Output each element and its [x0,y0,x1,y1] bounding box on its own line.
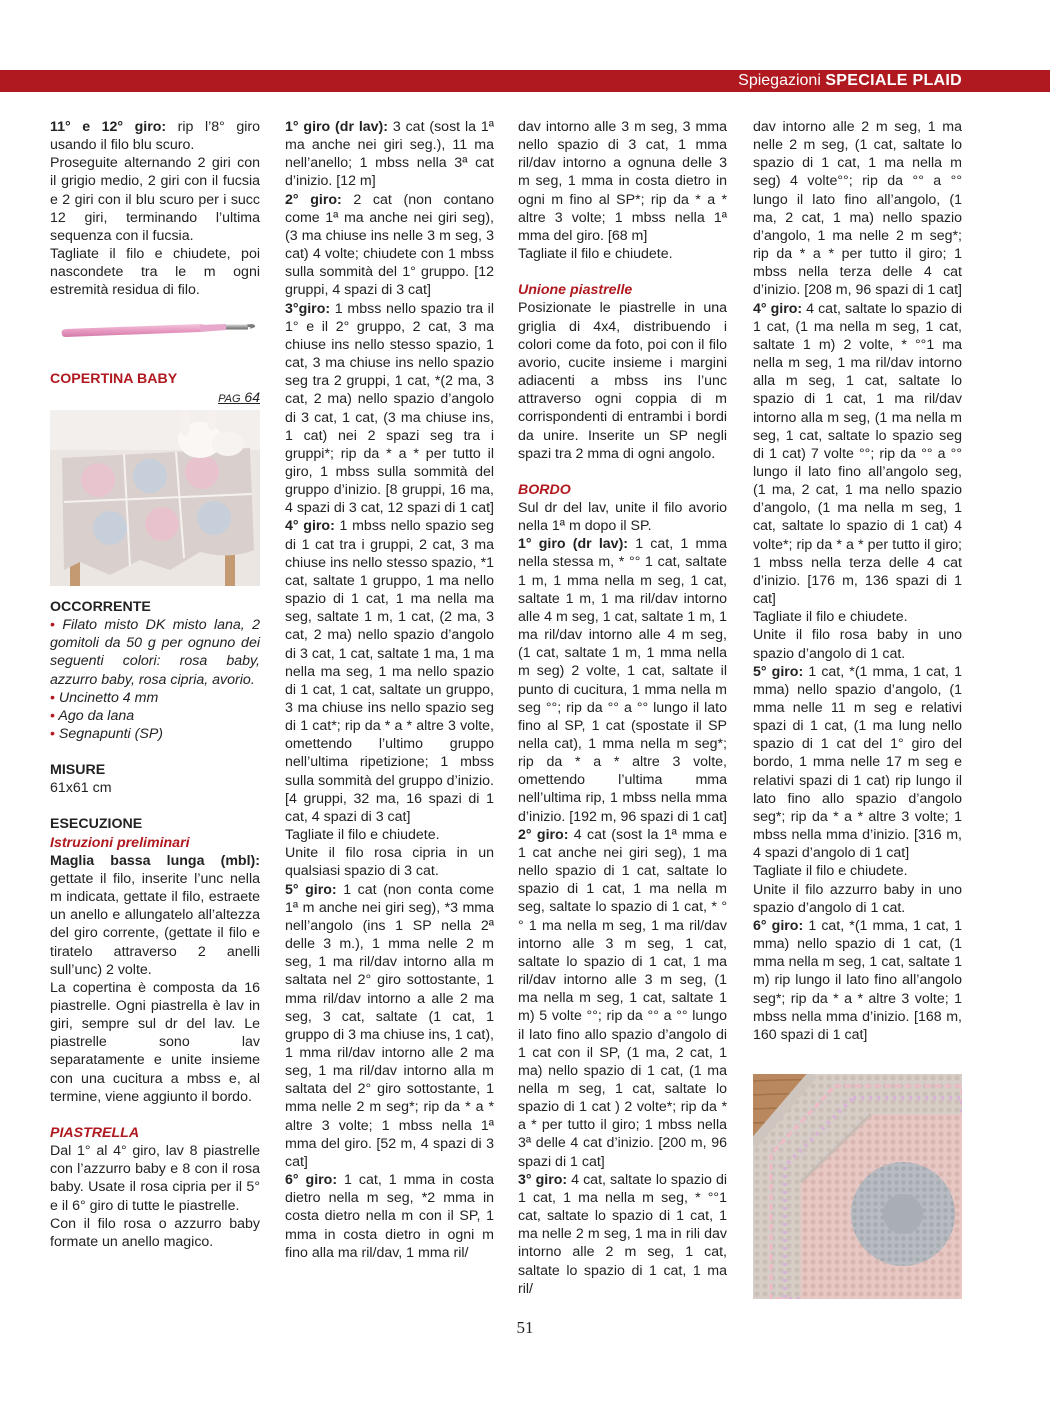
round-text: 1 cat, *(1 mma, 1 cat, 1 mma) nello spazio di 1 cat, (1 mma nella m seg, 1 cat, saltate 1 m) rip lungo il lato fino all’angolo seg*; rip da * a * altre 3 volte; 1 mbss nella mma d’inizio. [168 m, 160 spazi di 1 cat] [753,917,962,1043]
blanket-photo-image [50,410,260,586]
crochet-hook-image [50,310,260,352]
section-header-band [0,70,1050,92]
header-title: SPECIALE PLAID [825,72,962,89]
paragraph: Tagliate il filo e chiudete. [753,609,908,626]
materials-item [50,689,260,707]
materials-item [50,707,260,725]
round-text: 1 mbss nello spazio seg di 1 cat tra i gruppi, 2 cat, 3 ma chiuse ins nello stesso spazio, *1 cat, saltate 1 gruppo, 1 ma nello spazio di 1 cat, 1 ma nella ma seg, saltate 1 m, 1 cat, (2 ma, 3 cat, 2 ma) nello spazio d’angolo di 3 cat, 1 cat, saltate 1 ma, 1 ma nella ma seg, 1 ma nello spazio di 1 cat, 1 cat, saltate un gruppo, 3 ma chiuse ins nello spazio seg di 1 cat*; rip da * a * altre 3 volte, omettendo l’ultimo gruppo nell’ultima ripetizione; 1 mbss sulla sommità del gruppo d’inizio. [4 gruppi, 32 ma, 16 spazi di 1 cat, 4 spazi di 3 cat] [285,518,494,825]
paragraph: dav intorno alle 3 m seg, 3 mma nello spazio di 3 cat, 1 mma ril/dav intorno a ognuna delle 3 m seg, 1 mma in costa dietro in ogni m fino al SP*; rip da * a * altre 3 volte; 1 mbss nella 1ª mma del giro. [68 m] [518,119,727,244]
paragraph: Tagliate il filo e chiudete, poi nascondete tra le m ogni estremità residua di filo. [50,246,260,299]
size-value: 61x61 cm [50,780,112,797]
paragraph: Proseguite alternando 2 giri con il grigio medio, 2 giri con il fucsia e 2 giri con il blu scuro per i succ 12 giri, terminando l’ultima sequenza con il fucsia. [50,155,260,244]
section-header [738,71,962,91]
pag-number: 64 [244,388,260,405]
round-label: 2° giro: [285,191,342,208]
paragraph: La copertina è composta da 16 piastrelle. Ogni piastrella è lav in giri, sempre sul dr del lav. Le piastrelle sono lav separatamente e unite insieme con una cucitura a mbss e, al termine, viene aggiunto il bordo. [50,979,260,1105]
bullet: • [50,689,55,706]
bullet: • [50,725,55,742]
paragraph [50,118,260,154]
paragraph: Posizionate le piastrelle in una griglia di 4x4, distribuendo i colori come da foto, poi con il filo avorio, cucite insieme i margini adiacenti a mbss ins l’unc attraverso ogni coppia di m corrispondenti di entrambi i bordi da unire. Inserite un SP negli spazi tra 2 mma di ogni angolo. [518,300,727,462]
spacer [50,743,260,761]
page-number: 51 [516,1318,534,1337]
materials-title: OCCORRENTE [50,598,151,615]
round-text: 1 cat, 1 mma nella stessa m, * °° 1 cat, saltate 1 m, 1 mma nella m seg, 1 cat, saltate 1 m, 1 ma ril/dav intorno alle 4 m seg, 1 cat, saltate 1 m, 1 ma ril/dav intorno alle 4 m seg, (1 cat, saltate 1 m, 1 mma nella m seg) 2 volte, 1 cat, saltate il punto di cucitura, 1 mma nella m seg °°; rip da °° a °° lungo il lato fino al SP, 1 cat (spostate il SP nella cat), 1 mma nella m seg*; rip da * a * altre 3 volte, omettendo l’ultima mma nell’ultima rip, 1 mbss nella mma d’inizio. [192 m, 96 spazi di 1 cat] [518,536,727,825]
spacer [50,1106,260,1124]
round-label: 4° giro: [285,518,335,535]
round-text: 2 cat (non contano come 1ª ma anche nei giri seg), (3 ma chiuse ins nelle 3 m seg, 3 cat) 4 volte; chiudete con 1 mbss sulla sommità del 1° gruppo. [12 gruppi, 4 spazi di 3 cat] [285,191,495,299]
execution-title: ESECUZIONE [50,816,143,833]
round-label: 6° giro: [753,917,804,934]
preliminary-title: Istruzioni preliminari [50,834,190,851]
round-paragraph [285,517,494,826]
paragraph: Unite il filo rosa cipria in un qualsiasi spazio di 3 cat. [285,845,494,880]
round-label: 5° giro: [285,881,337,898]
round-paragraph [518,535,727,826]
materials-item [50,616,260,689]
header-section: Spiegazioni [738,72,821,89]
round-label: 11° e 12° giro: [50,119,167,135]
column-1 [50,118,260,1251]
round-label: 2° giro: [518,826,569,843]
round-text: 1 cat (non conta come 1ª m anche nei giri seg), *3 mma nell’angolo (ins 1 SP nella 2ª delle 3 m.), 1 mma nelle 2 m seg, 1 ma ril/dav intorno alla m saltata nel 2° giro sottostante, 1 mma ril/dav intorno a alle 2 ma seg, 3 cat, saltate (1 cat, 1 gruppo di 3 ma chiuse ins, 1 cat), 1 mma ril/dav intorno alle 2 ma seg, 1 ma ril/dav intorno alla m saltata del 2° giro sottostante, 1 mma nelle 2 m seg*; rip da * a * altre 3 volte; 1 mbss nella 1ª mma del giro. [52 m, 4 spazi di 3 cat] [285,881,494,1170]
round-text: 1 cat, *(1 mma, 1 cat, 1 mma) nello spazio d’angolo, (1 mma nelle 11 m seg e relativi spazi di 1 cat, (1 ma lung nello spazio di 1 cat del 1° giro del bordo, 1 mma nelle 17 m seg e relativi spazi di 1 cat) rip lungo il lato fino allo spazio d’angolo seg*; rip da * a * altre 3 volte; 1 mbss nella mma d’inizio. [316 m, 4 spazi d’angolo di 1 cat] [753,663,962,862]
bullet: • [50,707,55,724]
round-label: 1° giro (dr lav): [518,536,629,553]
round-paragraph [285,191,494,300]
blanket-photo [50,410,260,586]
round-label: 3° giro: [518,1171,568,1188]
round-text: 1 cat, 1 mma in costa dietro nella m seg, *2 mma in costa dietro nella m con il SP, 1 mma in costa dietro in ogni m fino alla ma ril/dav, 1 mma ril/ [285,1172,495,1261]
paragraph: Tagliate il filo e chiudete. [518,246,673,263]
round-paragraph [518,826,727,1171]
project-title: COPERTINA BABY [50,370,178,387]
materials-item [50,725,260,743]
round-text: 4 cat, saltate lo spazio di 1 cat, 1 ma nella m seg, * °°1 cat, saltate lo spazio di 1 cat, 1 ma nelle 2 m seg, 1 ma in rili dav intorno alle 2 m seg, 1 cat, saltate lo spazio di 1 cat, 1 ma ril/ [518,1171,727,1297]
round-label: 6° giro: [285,1172,338,1189]
spacer [518,463,727,481]
round-text: 3 cat (sost la 1ª ma anche nei giri seg.), 11 ma nell’anello; 1 mbss nella 3ª cat d’inizio. [12 m] [285,119,494,190]
pag-label: PAG [218,392,241,405]
materials-item-text: Segnapunti (SP) [58,725,164,742]
round-label: 1° giro (dr lav): [285,119,388,135]
column-4 [753,118,962,1044]
joining-title: Unione piastrelle [518,282,633,299]
page-reference-link [218,389,260,405]
paragraph [50,852,260,979]
bullet: • [50,617,55,634]
paragraph: Dal 1° al 4° giro, lav 8 piastrelle con l’azzurro baby e 8 con il rosa baby. Usate il rosa cipria per il 5° e il 6° giro di tutte le piastrelle. [50,1143,260,1214]
term-label: Maglia bassa lunga (mbl): [50,852,260,869]
round-label: 5° giro: [753,663,804,680]
page-reference [50,388,260,408]
round-paragraph [285,118,494,191]
round-text: 4 cat, saltate lo spazio di 1 cat, (1 ma nella m seg, 1 cat, saltate 1 m) 2 volte, * °°1 ma nella m seg, 1 ma ril/dav intorno alla m seg, 1 cat, saltate lo spazio di 1 cat, 1 ma ril/dav intorno alla m seg, (1 ma nella m seg, 1 cat, saltate lo spazio seg di 1 cat) 7 volte °°; rip da °° a °° lungo il lato fino all’angolo seg, (1 ma, 2 cat, 1 ma nello spazio d’angolo, (1 ma nella m seg, 1 cat, saltate lo spazio di 1 cat) 4 volte*; rip da * a * per tutto il giro; 1 mbss nella terza delle 4 cat d’inizio. [176 m, 136 spazi di 1 cat] [753,300,962,608]
materials-item-text: Ago da lana [58,707,135,724]
materials-item-text: Uncinetto 4 mm [58,689,159,706]
column-2 [285,118,494,1262]
crochet-detail-image [753,1074,962,1299]
paragraph: Con il filo rosa o azzurro baby formate un anello magico. [50,1215,260,1250]
paragraph: dav intorno alle 2 m seg, 1 ma nelle 2 m seg, (1 cat, saltate lo spazio di 1 cat, 1 ma nella m seg) 4 volte°°; rip da °° a °° lungo il lato fino all’angolo, (1 ma, 2 cat, 1 ma) nello spazio d’angolo, 1 ma nelle 2 m seg*; rip da * a * per tutto il giro; 1 mbss nella terza delle 4 cat d’inizio. [208 m, 96 spazi di 1 cat] [753,119,962,299]
spacer [50,797,260,815]
round-paragraph [285,881,494,1172]
paragraph: Sul dr del lav, unite il filo avorio nella 1ª m dopo il SP. [518,499,727,535]
round-paragraph [518,1171,727,1298]
round-paragraph [285,300,494,518]
round-label: 3°giro: [285,300,331,317]
crochet-detail-photo [753,1074,962,1299]
round-text: 4 cat (sost la 1ª mma e 1 cat anche nei giri seg), 1 ma nello spazio di 1 cat, saltate lo spazio di 1 cat, 1 ma nella m seg, saltate lo spazio di 1 cat, * °° 1 ma nella m seg, 1 ma ril/dav intorno alle 3 m seg, 1 cat, saltate lo spazio di 1 cat, 1 ma ril/dav intorno alle 3 m seg, (1 ma nella m seg, 1 cat, saltate 1 m) 5 volte °°; rip da °° a °° lungo il lato fino allo spazio d’angolo di 1 cat con il SP, (1 ma, 2 cat, 1 ma) nello spazio di 1 cat, (1 ma nella m seg, 1 cat, saltate lo spazio di 1 cat ) 2 volte*; rip da * a * per tutto il giro; 1 mbss nella 3ª delle 4 cat d’inizio. [200 m, 96 spazi di 1 cat] [518,826,727,1170]
term-text: gettate il filo, inserite l’unc nella m indicata, gettate il filo, estraete un anello e allungatelo all’altezza del giro corrente, (gettate il filo e tiratelo attraverso 2 anelli sull’unc) 2 volte. [50,870,260,978]
round-paragraph [285,1171,494,1262]
tile-title: PIASTRELLA [50,1124,140,1141]
round-paragraph [753,917,962,1044]
border-title: BORDO [518,481,571,498]
column-3 [518,118,727,1298]
materials-item-text: Filato misto DK misto lana, 2 gomitoli da 50 g per ognuno dei seguenti colori: rosa baby, azzurro baby, rosa cipria, avorio. [50,617,260,688]
spacer [518,263,727,281]
round-paragraph [753,300,962,609]
round-label: 4° giro: [753,300,803,317]
paragraph: Tagliate il filo e chiudete. [285,827,440,844]
round-text: rip l’8° giro usando il filo blu scuro. [50,119,260,154]
paragraph: Unite il filo azzurro baby in uno spazio d’angolo di 1 cat. [753,881,962,916]
size-title: MISURE [50,762,106,779]
paragraph: Tagliate il filo e chiudete. [753,863,908,880]
round-text: 1 mbss nello spazio tra il 1° e il 2° gruppo, 2 cat, 3 ma chiuse ins nello stesso spazio, 1 cat, 3 ma chiuse ins nello spazio seg tra 2 gruppi, 1 cat, *(2 ma, 3 cat, 2 ma) nello spazio d’angolo di 3 cat, 1 cat, (3 ma chiuse ins, 1 cat) nei 2 spazi seg tra i gruppi*; rip da * a * per tutto il giro, 1 mbss sulla sommità del gruppo d’inizio. [8 gruppi, 16 ma, 4 spazi di 3 cat, 12 spazi di 1 cat] [285,300,494,517]
round-paragraph [753,663,962,863]
crochet-hook-icon [50,310,260,352]
paragraph: Unite il filo rosa baby in uno spazio d’angolo di 1 cat. [753,627,962,662]
